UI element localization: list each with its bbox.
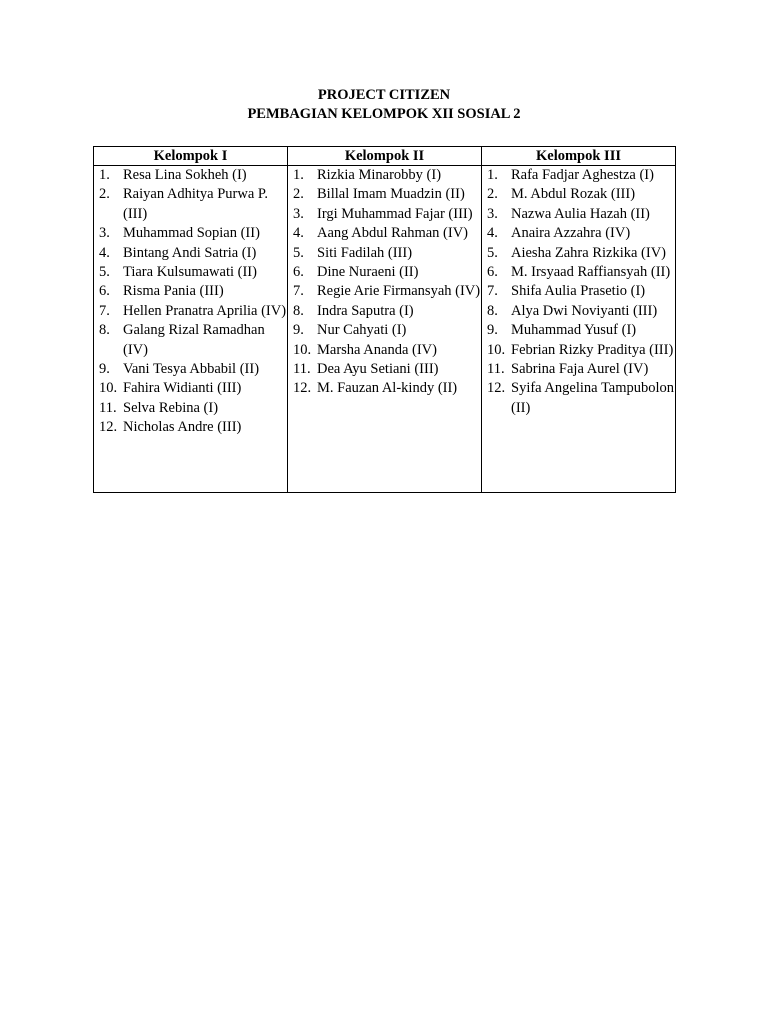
list-item-number: 8. — [99, 322, 110, 339]
member-name: Muhammad Sopian (II) — [123, 225, 260, 242]
member-name: Dea Ayu Setiani (III) — [317, 361, 439, 378]
member-name: M. Irsyaad Raffiansyah (II) — [511, 264, 671, 281]
list-item-number: 5. — [293, 244, 304, 261]
list-item — [487, 321, 675, 340]
list-item — [293, 379, 481, 398]
list-item-number: 6. — [293, 264, 304, 281]
list-item-number: 9. — [487, 322, 498, 339]
list-item-number: 9. — [293, 322, 304, 339]
member-name: Indra Saputra (I) — [317, 302, 414, 319]
list-item-number: 4. — [99, 244, 110, 261]
list-item-number: 5. — [487, 244, 498, 261]
table-body-row — [94, 166, 676, 493]
list-item — [487, 360, 675, 379]
list-item-number: 7. — [487, 283, 498, 300]
list-item-number: 3. — [487, 205, 498, 222]
list-item — [487, 302, 675, 321]
list-item — [99, 379, 287, 398]
list-item — [99, 166, 287, 185]
list-item — [487, 341, 675, 360]
list-item — [487, 185, 675, 204]
list-item-number: 7. — [99, 302, 110, 319]
member-name: Anaira Azzahra (IV) — [511, 225, 631, 242]
header-kelompok-3: Kelompok III — [482, 147, 676, 166]
document-title — [0, 86, 768, 124]
table-header-row — [94, 147, 676, 166]
member-name: Raiyan Adhitya Purwa P. (III) — [123, 186, 268, 222]
member-name: Fahira Widianti (III) — [123, 380, 242, 397]
list-item-number: 11. — [99, 399, 117, 416]
list-item — [99, 302, 287, 321]
list-item-number: 8. — [293, 302, 304, 319]
list-item-number: 8. — [487, 302, 498, 319]
kelompok-3-cell — [482, 166, 676, 493]
member-name: Rafa Fadjar Aghestza (I) — [511, 167, 654, 183]
member-name: Risma Pania (III) — [123, 283, 224, 300]
member-name: Syifa Angelina Tampubolon (II) — [511, 380, 675, 416]
list-item-number: 6. — [99, 283, 110, 300]
member-name: Tiara Kulsumawati (II) — [123, 264, 257, 281]
member-name: Marsha Ananda (IV) — [317, 341, 437, 358]
list-item-number: 10. — [99, 380, 118, 397]
list-item — [487, 282, 675, 301]
list-item — [487, 166, 675, 185]
list-item — [99, 185, 287, 224]
title-line-2: PEMBAGIAN KELOMPOK XII SOSIAL 2 — [247, 106, 521, 122]
list-item — [293, 360, 481, 379]
member-name: Resa Lina Sokheh (I) — [123, 167, 247, 183]
kelompok-1-cell — [94, 166, 288, 493]
list-item — [487, 263, 675, 282]
member-name: Rizkia Minarobby (I) — [317, 167, 442, 183]
list-item — [487, 244, 675, 263]
member-name: Shifa Aulia Prasetio (I) — [511, 283, 646, 300]
member-name: Dine Nuraeni (II) — [317, 264, 419, 281]
member-name: Alya Dwi Noviyanti (III) — [511, 302, 658, 319]
list-item-number: 5. — [99, 264, 110, 281]
member-name: Billal Imam Muadzin (II) — [317, 186, 465, 203]
list-item-number: 9. — [99, 361, 110, 378]
list-item-number: 4. — [293, 225, 304, 242]
list-item — [293, 341, 481, 360]
member-name: Sabrina Faja Aurel (IV) — [511, 361, 649, 378]
list-item-number: 1. — [293, 167, 304, 183]
member-name: Galang Rizal Ramadhan (IV) — [123, 322, 265, 358]
list-item-number: 12. — [487, 380, 506, 397]
member-name: Aang Abdul Rahman (IV) — [317, 225, 469, 242]
list-item — [487, 224, 675, 243]
list-item — [99, 263, 287, 282]
member-name: Bintang Andi Satria (I) — [123, 244, 257, 261]
list-item — [99, 399, 287, 418]
list-item-number: 2. — [293, 186, 304, 203]
member-name: Vani Tesya Abbabil (II) — [123, 361, 260, 378]
list-item — [99, 224, 287, 243]
list-item — [487, 379, 675, 418]
list-item-number: 12. — [293, 380, 312, 397]
list-item-number: 7. — [293, 283, 304, 300]
member-name: Aiesha Zahra Rizkika (IV) — [511, 244, 667, 261]
list-item-number: 10. — [293, 341, 312, 358]
list-item — [99, 360, 287, 379]
list-item-number: 2. — [99, 186, 110, 203]
list-item — [293, 244, 481, 263]
list-item-number: 4. — [487, 225, 498, 242]
list-item — [99, 282, 287, 301]
list-item — [99, 244, 287, 263]
kelompok-1-list — [94, 166, 287, 438]
member-name: Hellen Pranatra Aprilia (IV) — [123, 302, 287, 319]
list-item-number: 1. — [99, 167, 110, 183]
member-name: Febrian Rizky Praditya (III) — [511, 341, 674, 358]
list-item-number: 12. — [99, 419, 118, 436]
header-kelompok-2: Kelompok II — [288, 147, 482, 166]
member-name: Regie Arie Firmansyah (IV) — [317, 283, 481, 300]
list-item-number: 1. — [487, 167, 498, 183]
list-item — [293, 302, 481, 321]
list-item — [293, 224, 481, 243]
member-name: Siti Fadilah (III) — [317, 244, 413, 261]
list-item — [293, 321, 481, 340]
member-name: Selva Rebina (I) — [123, 399, 219, 416]
list-item-number: 2. — [487, 186, 498, 203]
group-table — [93, 146, 676, 493]
kelompok-3-list — [482, 166, 675, 418]
member-name: Nur Cahyati (I) — [317, 322, 407, 339]
member-name: Muhammad Yusuf (I) — [511, 322, 637, 339]
list-item — [293, 263, 481, 282]
list-item — [293, 205, 481, 224]
list-item — [293, 282, 481, 301]
list-item-number: 10. — [487, 341, 506, 358]
list-item — [293, 185, 481, 204]
member-name: Nicholas Andre (III) — [123, 419, 242, 436]
list-item-number: 11. — [293, 361, 311, 378]
title-line-1: PROJECT CITIZEN — [317, 87, 451, 103]
kelompok-2-list — [288, 166, 481, 399]
list-item-number: 11. — [487, 361, 505, 378]
member-name: M. Fauzan Al-kindy (II) — [317, 380, 458, 397]
header-kelompok-1: Kelompok I — [94, 147, 288, 166]
list-item — [99, 321, 287, 360]
member-name: Irgi Muhammad Fajar (III) — [317, 205, 473, 222]
list-item — [99, 418, 287, 437]
list-item — [293, 166, 481, 185]
list-item-number: 3. — [293, 205, 304, 222]
kelompok-2-cell — [288, 166, 482, 493]
list-item — [487, 205, 675, 224]
member-name: M. Abdul Rozak (III) — [511, 186, 636, 203]
member-name: Nazwa Aulia Hazah (II) — [511, 205, 650, 222]
list-item-number: 6. — [487, 264, 498, 281]
list-item-number: 3. — [99, 225, 110, 242]
